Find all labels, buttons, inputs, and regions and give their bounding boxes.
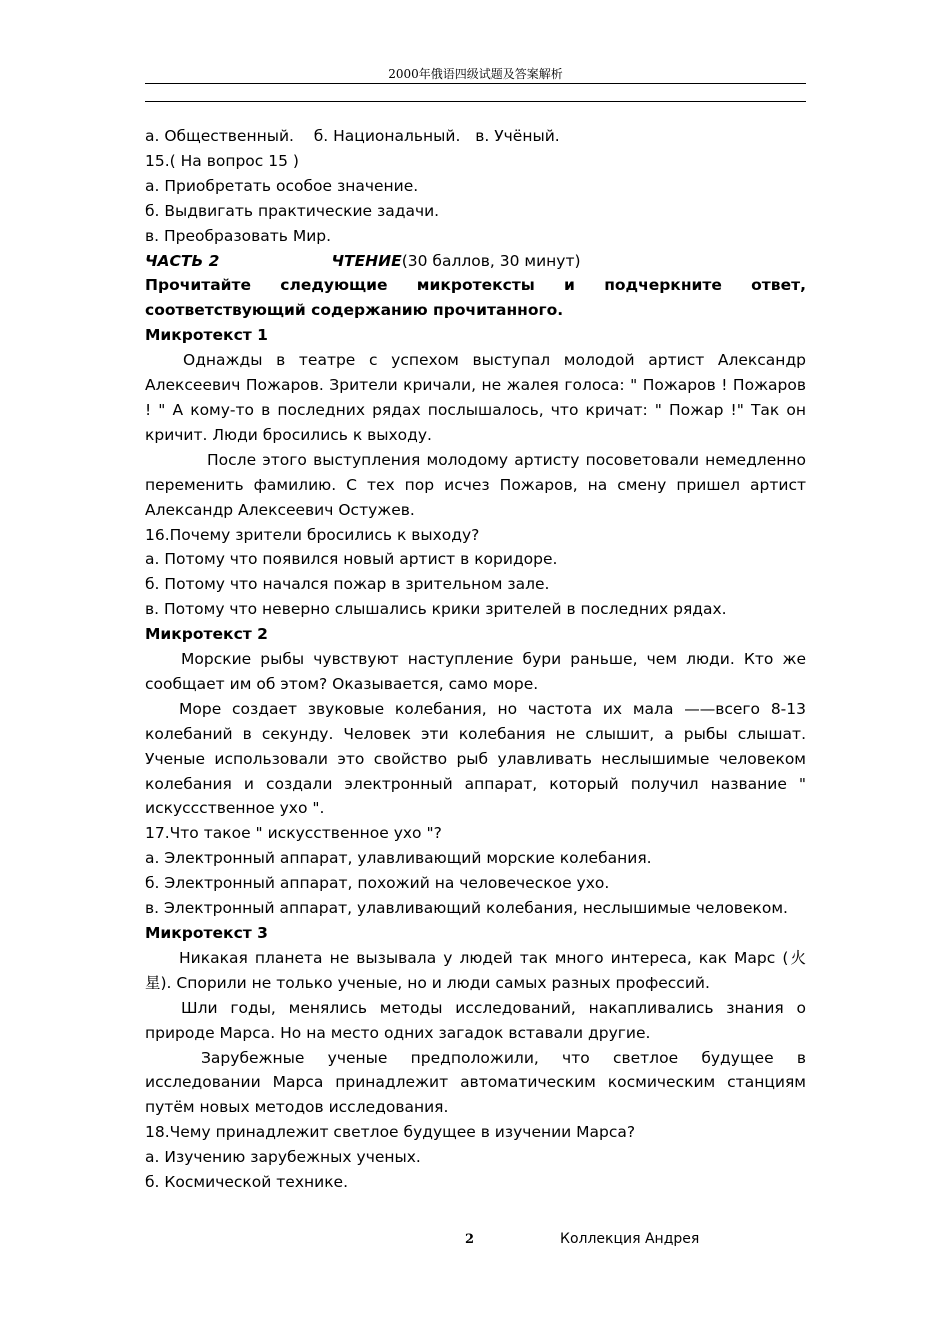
microtext1-title: Микротекст 1	[145, 326, 268, 345]
microtext3-paragraph-1: Никакая планета не вызывала у людей так много интереса, как Марс (火星). Спорили не только ученые, но и люди самых разных профессий.	[145, 948, 806, 992]
q15-question: 15.( На вопрос 15 )	[145, 151, 299, 170]
q16-option-a: а. Потому что появился новый артист в коридоре.	[145, 550, 558, 569]
microtext1-paragraph-2: После этого выступления молодому артисту посоветовали немедленно переменить фамилию. С тех пор исчез Пожаров, на смену пришел артист Александр Алексеевич Остужев.	[145, 450, 806, 519]
microtext3-title: Микротекст 3	[145, 924, 268, 942]
document-body	[145, 124, 806, 1195]
q14-option-a: а. Общественный.	[145, 127, 294, 145]
q18-question: 18.Чему принадлежит светлое будущее в изучении Марса?	[145, 1123, 636, 1142]
part2-label: ЧАСТЬ 2	[145, 251, 220, 270]
microtext2-paragraph-2: Море создает звуковые колебания, но частота их мала ——всего 8-13 колебаний в секунду. Человек эти колебания не слышит, а рыбы слышат. Ученые использовали это свойство рыб улавливать неслышимые человеком колебания и создали электронный аппарат, который получил название " искуccственное ухо ".	[145, 699, 806, 818]
part2-title: ЧТЕНИЕ	[331, 251, 402, 270]
page-number: 2	[465, 1232, 475, 1247]
q18-option-a: а. Изучению зарубежных ученых.	[145, 1148, 421, 1167]
q18-option-b: б. Космической технике.	[145, 1173, 349, 1192]
q16-option-c: в. Потому что неверно слышались крики зрителей в последних рядах.	[145, 600, 727, 619]
microtext2-paragraph-1: Морские рыбы чувствуют наступление бури раньше, чем люди. Кто же сообщает им об этом? Оказывается, само море.	[145, 650, 806, 693]
q14-options	[145, 124, 806, 149]
q17-question: 17.Что такое " искусственное ухо "?	[145, 824, 442, 843]
q14-option-b: б. Национальный.	[313, 127, 461, 145]
footer-collection: Коллекция Андрея	[560, 1231, 700, 1247]
header-rule-bottom	[145, 101, 806, 102]
microtext3-paragraph-3: Зарубежные ученые предположили, что светлое будущее в исследовании Марса принадлежит автоматическим космическим станциям путём новых методов исследования.	[145, 1048, 806, 1117]
part2-instruction: Прочитайте следующие микротексты и подчеркните ответ, соответствующий содержанию прочитанного.	[145, 276, 806, 320]
q15-option-a: а. Приобретать особое значение.	[145, 176, 419, 195]
page-header: 2000年俄语四级试题及答案解析	[388, 67, 563, 81]
header-rule-top	[145, 83, 806, 84]
q16-question: 16.Почему зрители бросились к выходу?	[145, 525, 480, 544]
microtext2-title: Микротекст 2	[145, 625, 268, 644]
part2-points: (30 баллов, 30 минут)	[401, 251, 581, 270]
q17-option-c: в. Электронный аппарат, улавливающий колебания, неслышимые человеком.	[145, 899, 788, 918]
q15-option-b: б. Выдвигать практические задачи.	[145, 201, 440, 220]
microtext1-paragraph-1: Однажды в театре с успехом выступал молодой артист Александр Алексеевич Пожаров. Зрители кричали, не жалея голоса: " Пожаров ! Пожаров ! " А кому-то в последних рядах послышалось, что кричат: " Пожар !" Так он кричит. Люди бросились к выходу.	[145, 351, 806, 444]
q17-option-b: б. Электронный аппарат, похожий на человеческое ухо.	[145, 874, 610, 893]
q17-option-a: а. Электронный аппарат, улавливающий морские колебания.	[145, 849, 652, 868]
part2-heading	[145, 249, 806, 274]
q15-option-c: в. Преобразовать Мир.	[145, 226, 332, 245]
q14-option-c: в. Учёный.	[475, 127, 560, 145]
microtext3-paragraph-2: Шли годы, менялись методы исследований, накапливались знания о природе Марса. Но на место одних загадок вставали другие.	[145, 998, 806, 1042]
q16-option-b: б. Потому что начался пожар в зрительном зале.	[145, 575, 550, 594]
